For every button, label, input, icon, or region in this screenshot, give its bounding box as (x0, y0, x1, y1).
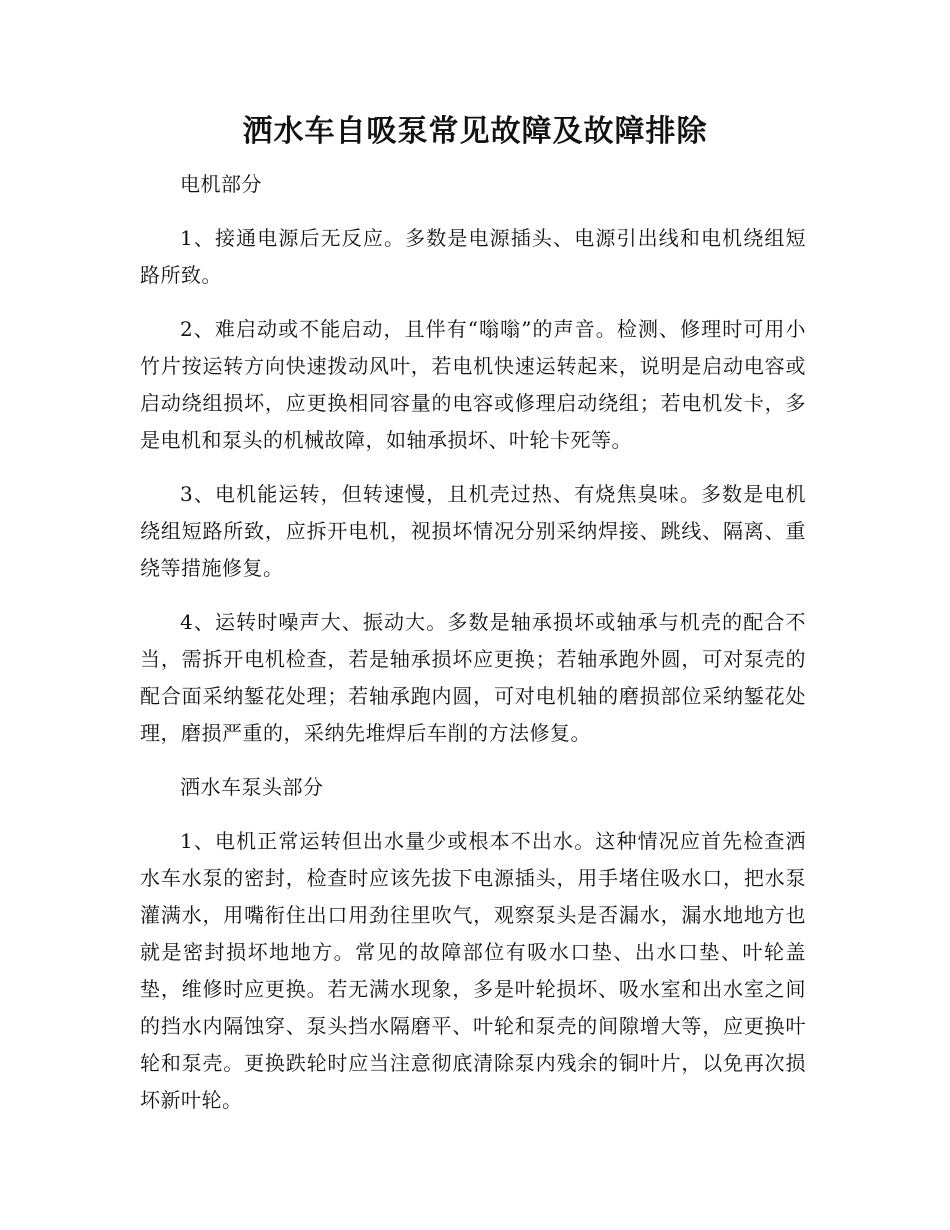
paragraph: 1、接通电源后无反应。多数是电源插头、电源引出线和电机绕组短路所致。 (140, 226, 806, 287)
paragraph: 1、电机正常运转但出水量少或根本不出水。这种情况应首先检查洒水车水泵的密封，检查时应该先拔下电源插头，用手堵住吸水口，把水泵灌满水，用嘴衔住出口用劲往里吹气，观察泵头是否漏水，漏水地地方也就是密封损坏地地方。常见的故障部位有吸水口垫、出水口垫、叶轮盖垫，维修时应更换。若无满水现象，多是叶轮损坏、吸水室和出水室之间的挡水内隔蚀穿、泵头挡水隔磨平、叶轮和泵壳的间隙增大等，应更换叶轮和泵壳。更换跌轮时应当注意彻底清除泵内残余的铜叶片，以免再次损坏新叶轮。 (140, 829, 806, 1112)
paragraph: 2、难启动或不能启动，且伴有“嗡嗡”的声音。检测、修理时可用小竹片按运转方向快速拨动风叶，若电机快速运转起来，说明是启动电容或启动绕组损坏，应更换相同容量的电容或修理启动绕组；若电机发卡，多是电机和泵头的机械故障，如轴承损坏、叶轮卡死等。 (140, 317, 806, 452)
paragraph: 4、运转时噪声大、振动大。多数是轴承损坏或轴承与机壳的配合不当，需拆开电机检查，若是轴承损坏应更换；若轴承跑外圆，可对泵壳的配合面采纳錾花处理；若轴承跑内圆，可对电机轴的磨损部位采纳錾花处理，磨损严重的，采纳先堆焊后车削的方法修复。 (140, 610, 806, 745)
document-title: 洒水车自吸泵常见故障及故障排除 (242, 114, 708, 149)
section-heading-motor: 电机部分 (180, 172, 262, 196)
section-heading-pump-head: 洒水车泵头部分 (180, 775, 324, 799)
paragraph: 3、电机能运转，但转速慢，且机壳过热、有烧焦臭味。多数是电机绕组短路所致，应拆开电机，视损坏情况分别采纳焊接、跳线、隔离、重绕等措施修复。 (140, 482, 806, 580)
document-body (140, 166, 806, 1136)
